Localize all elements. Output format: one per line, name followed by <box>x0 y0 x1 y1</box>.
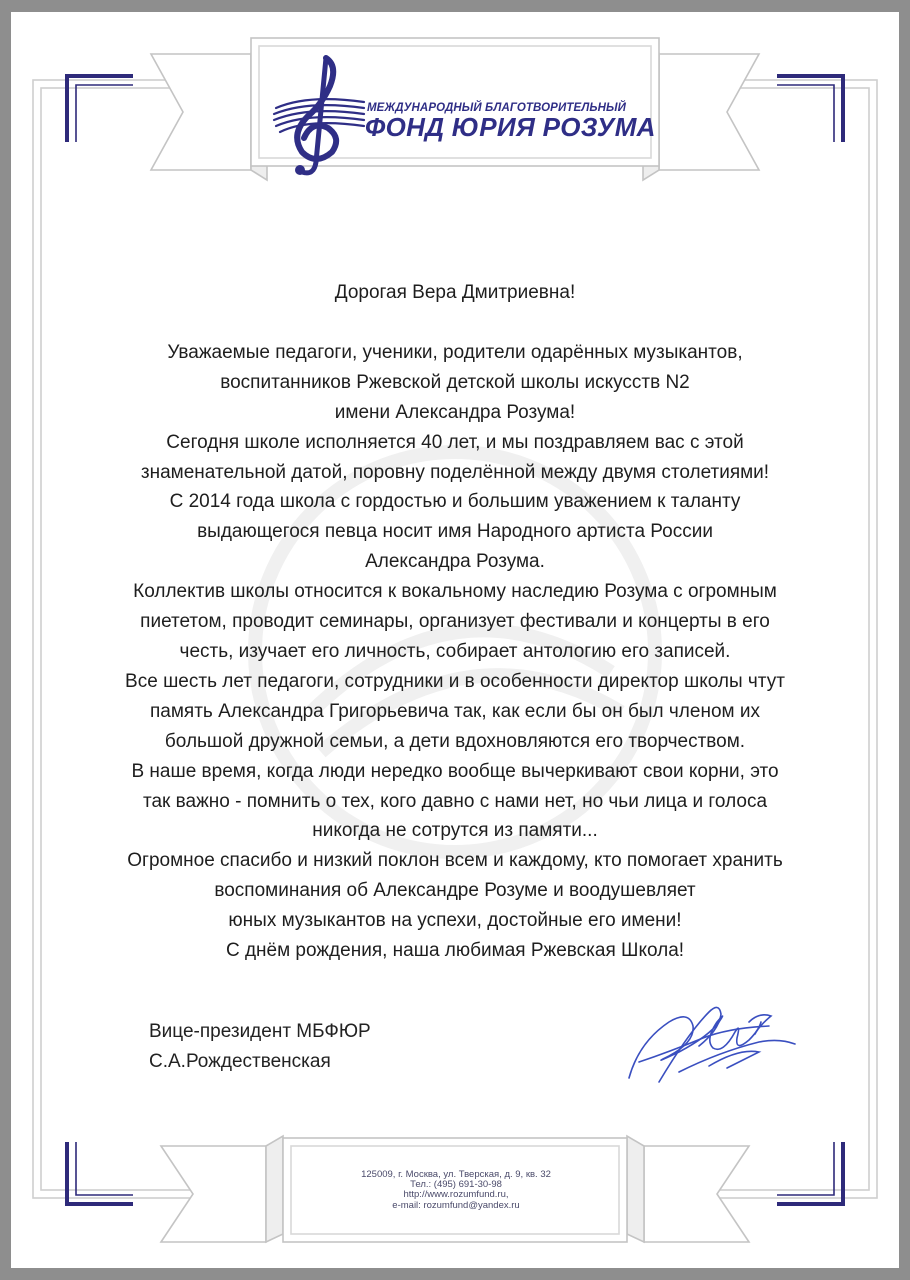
footer-contacts <box>311 1170 601 1211</box>
letter-line: Сегодня школе исполняется 40 лет, и мы поздравляем вас с этой <box>166 431 744 453</box>
fund-logo <box>268 42 656 184</box>
letter-line: Александра Розума. <box>365 551 545 573</box>
letter-line: так важно - помнить о тех, кого давно с нами нет, но чьи лица и голоса <box>142 790 768 812</box>
letter-line: воспитанников Ржевской детской школы искусств N2 <box>220 371 690 393</box>
footer-email: e-mail: rozumfund@yandex.ru <box>392 1199 520 1211</box>
letter-line: память Александра Григорьевича так, как если бы он был членом их <box>150 700 760 722</box>
letter-body <box>51 278 859 966</box>
letter-line: знаменательной датой, поровну поделённой между двумя столетиями! <box>140 461 770 483</box>
signer-name: С.А.Рождественская <box>149 1051 331 1072</box>
footer-phone: Тел.: (495) 691-30-98 <box>410 1179 502 1191</box>
letter-line: выдающегося певца носит имя Народного артиста России <box>197 521 713 543</box>
handwritten-signature-icon <box>609 982 809 1092</box>
letter-line: Все шесть лет педагоги, сотрудники и в особенности директор школы чтут <box>125 670 785 692</box>
logo-subtitle: МЕЖДУНАРОДНЫЙ БЛАГОТВОРИТЕЛЬНЫЙ <box>367 102 626 114</box>
footer-address: 125009, г. Москва, ул. Тверская, д. 9, кв. 32 <box>361 1169 551 1180</box>
signer-block <box>149 1017 371 1077</box>
letter-line: Огромное спасибо и низкий поклон всем и каждому, кто помогает хранить <box>127 850 783 872</box>
letter-line: никогда не сотрутся из памяти... <box>312 820 598 842</box>
letter-line: Уважаемые педагоги, ученики, родители одарённых музыкантов, <box>167 341 743 363</box>
letter-sheet <box>11 12 899 1268</box>
footer-site: http://www.rozumfund.ru, <box>403 1189 509 1201</box>
letter-line: пиететом, проводит семинары, организует фестивали и концерты в его <box>140 611 770 633</box>
letter-line: воспоминания об Александре Розуме и воодушевляет <box>214 880 696 902</box>
letter-line: Коллектив школы относится к вокальному наследию Розума с огромным <box>133 581 777 603</box>
treble-clef-icon <box>268 42 378 184</box>
signer-title: Вице-президент МБФЮР <box>149 1021 371 1042</box>
letter-line: честь, изучает его личность, собирает антологию его записей. <box>179 640 731 662</box>
letter-line: С днём рождения, наша любимая Ржевская Школа! <box>225 940 685 962</box>
letter-line: В наше время, когда люди нередко вообще вычеркивают свои корни, это <box>131 760 779 782</box>
letter-line: юных музыкантов на успехи, достойные его имени! <box>228 910 682 932</box>
letter-line: имени Александра Розума! <box>334 401 576 423</box>
logo-title: ФОНД ЮРИЯ РОЗУМА <box>365 112 656 142</box>
letter-line: большой дружной семьи, а дети вдохновляются его творчеством. <box>164 730 746 752</box>
salutation: Дорогая Вера Дмитриевна! <box>334 282 576 303</box>
letter-line: С 2014 года школа с гордостью и большим уважением к таланту <box>169 491 741 513</box>
